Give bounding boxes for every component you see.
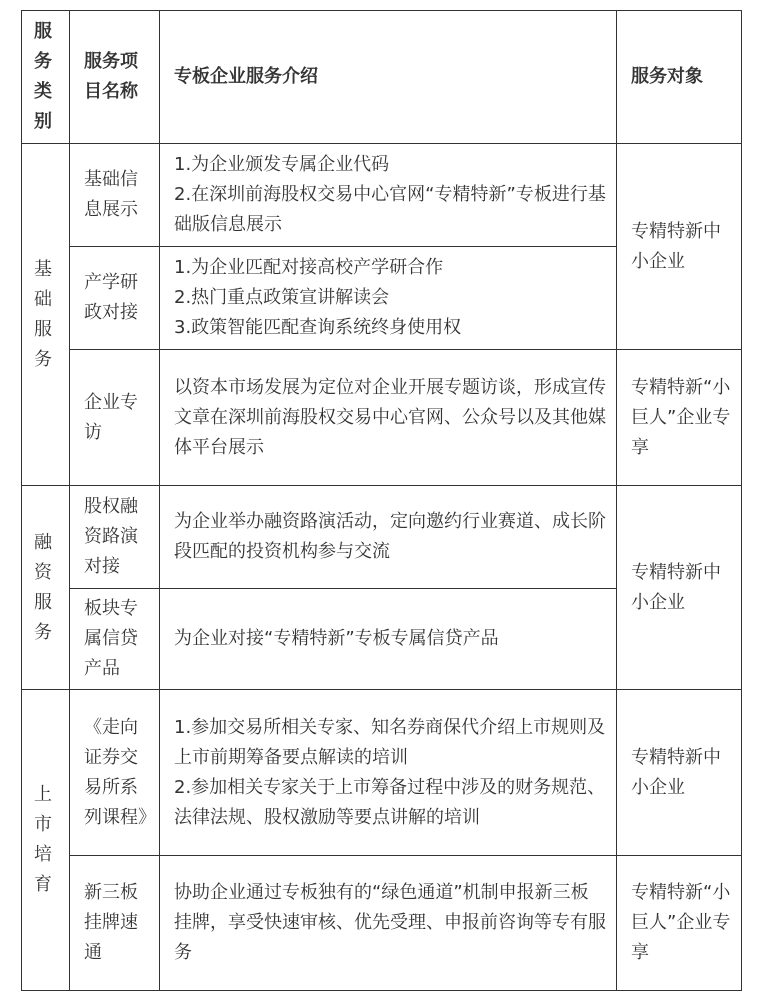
table-row bbox=[22, 856, 742, 991]
item-cell: 板块专属信贷产品 bbox=[70, 589, 160, 690]
intro-line: 1.参加交易所相关专家、知名券商保代介绍上市规则及上市前期筹备要点解读的培训 bbox=[174, 716, 606, 768]
intro-cell bbox=[160, 589, 617, 690]
intro-line: 协助企业通过专板独有的“绿色通道”机制申报新三板挂牌，享受快速审核、优先受理、申报前咨询等专有服务 bbox=[174, 882, 606, 963]
table-header-row bbox=[22, 11, 742, 144]
intro-line: 以资本市场发展为定位对企业开展专题访谈，形成宣传文章在深圳前海股权交易中心官网、公众号以及其他媒体平台展示 bbox=[174, 376, 606, 458]
intro-cell bbox=[160, 856, 617, 991]
target-cell: 专精特新中小企业 bbox=[617, 690, 742, 856]
intro-line: 1.为企业颁发专属企业代码 bbox=[174, 154, 390, 175]
intro-line: 2.在深圳前海股权交易中心官网“专精特新”专板进行基础版信息展示 bbox=[174, 184, 606, 235]
target-cell: 专精特新“小巨人”企业专享 bbox=[617, 350, 742, 486]
item-cell: 《走向证券交易所系列课程》 bbox=[70, 690, 160, 856]
category-cell: 基础服务 bbox=[22, 144, 70, 486]
item-cell: 股权融资路演对接 bbox=[70, 486, 160, 589]
item-cell: 新三板挂牌速通 bbox=[70, 856, 160, 991]
item-cell: 企业专访 bbox=[70, 350, 160, 486]
item-cell: 产学研政对接 bbox=[70, 247, 160, 350]
intro-line: 为企业举办融资路演活动，定向邀约行业赛道、成长阶段匹配的投资机构参与交流 bbox=[174, 511, 606, 562]
header-intro: 专板企业服务介绍 bbox=[160, 11, 617, 144]
header-target: 服务对象 bbox=[617, 11, 742, 144]
target-cell: 专精特新“小巨人”企业专享 bbox=[617, 856, 742, 991]
service-table bbox=[21, 10, 742, 991]
intro-line: 3.政策智能匹配查询系统终身使用权 bbox=[174, 317, 462, 338]
target-cell: 专精特新中小企业 bbox=[617, 486, 742, 690]
intro-cell bbox=[160, 690, 617, 856]
intro-line: 为企业对接“专精特新”专板专属信贷产品 bbox=[174, 628, 499, 649]
header-category: 服务类别 bbox=[22, 11, 70, 144]
intro-cell bbox=[160, 350, 617, 486]
table-row bbox=[22, 350, 742, 486]
table-row bbox=[22, 144, 742, 247]
intro-line: 2.热门重点政策宣讲解读会 bbox=[174, 287, 390, 308]
intro-cell bbox=[160, 144, 617, 247]
intro-line: 1.为企业匹配对接高校产学研合作 bbox=[174, 257, 444, 278]
header-item: 服务项目名称 bbox=[70, 11, 160, 144]
category-cell: 融资服务 bbox=[22, 486, 70, 690]
intro-line: 2.参加相关专家关于上市筹备过程中涉及的财务规范、法律法规、股权激励等要点讲解的培训 bbox=[174, 776, 606, 828]
table-row bbox=[22, 486, 742, 589]
intro-cell bbox=[160, 486, 617, 589]
item-cell: 基础信息展示 bbox=[70, 144, 160, 247]
category-cell: 上市培育 bbox=[22, 690, 70, 991]
intro-cell bbox=[160, 247, 617, 350]
table-row bbox=[22, 690, 742, 856]
target-cell: 专精特新中小企业 bbox=[617, 144, 742, 350]
